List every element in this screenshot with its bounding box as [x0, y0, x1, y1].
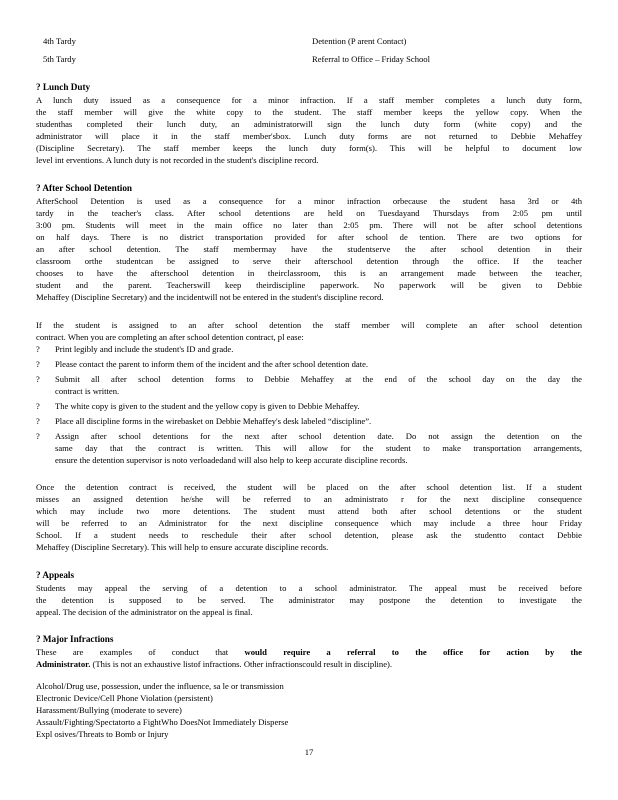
after-school-line: chooses to have the afterschool detention in theirclassroom, this is an arrangement made between the teacher, [36, 268, 582, 278]
bullet-mark: ? [36, 431, 40, 441]
once-line: Once the detention contract is received, the student will be placed on the after school detention list. If a student [36, 482, 582, 492]
major-intro-administrator: Administrator. [36, 659, 91, 669]
once-line: will be referred to an Administrator for the next discipline consequence which may include a three hour Friday [36, 518, 582, 528]
tardy-row-4th-consequence: Detention (P arent Contact) [312, 36, 407, 46]
bullet-line: Place all discipline forms in the wirebasket on Debbie Mehaffey's desk labeled “discipline”. [55, 416, 372, 426]
lunch-duty-heading: ? Lunch Duty [36, 82, 91, 92]
once-line: Mehaffey (Discipline Secretary). This will help to ensure accurate discipline records. [36, 542, 329, 552]
after-school-line: on half days. There is no district transportation provided for after school de tention. There are two options for [36, 232, 582, 242]
appeals-line: the detention is supposed to be served. The administrator may postpone the detention to investigate the [36, 595, 582, 605]
bullet-line: Submit all after school detention forms to Debbie Mehaffey at the end of the school day on the day the [55, 374, 582, 384]
bullet-line: The white copy is given to the student and the yellow copy is given to Debbie Mehaffey. [55, 401, 360, 411]
lunch-line: the staff member will give the white copy to the student. The staff member keeps the yellow copy. When the [36, 107, 582, 117]
after-school-line: Mehaffey (Discipline Secretary) and the incidentwill not be entered in the student's discipline record. [36, 292, 384, 302]
bullet-mark: ? [36, 416, 40, 426]
bullet-mark: ? [36, 374, 40, 384]
after-school-line: an after school detention. The staff membermay have the studentserve the after school detention in their [36, 244, 582, 254]
appeals-heading: ? Appeals [36, 570, 75, 580]
lunch-line: level int erventions. A lunch duty is not recorded in the student's discipline record. [36, 155, 319, 165]
once-line: which may include two more detentions. The student must attend both after school detentions or the student [36, 506, 582, 516]
appeals-line: Students may appeal the serving of a detention to a school administrator. The appeal must be received before [36, 583, 582, 593]
major-intro-line [36, 659, 582, 669]
lunch-line: administrator will place it in the staff member'sbox. Lunch duty forms are not returned to Debbie Mehaffey [36, 131, 582, 141]
once-line: misses an assigned detention he/she will be referred to an administrato r for the next discipline consequence [36, 494, 582, 504]
bullet-mark: ? [36, 401, 40, 411]
bullet-line: Assign after school detentions for the next after school detention date. Do not assign the detention on the [55, 431, 582, 441]
page-number: 17 [304, 747, 314, 757]
major-intro-rest: (This is not an exhaustive listof infractions. Other infractionscould result in discipline). [90, 659, 393, 669]
bullet-line: same day that the contract is written. This will allow for the student to make transportation arrangements, [55, 443, 582, 453]
after-school-heading: ? After School Detention [36, 183, 133, 193]
tardy-row-4th-label: 4th Tardy [43, 36, 76, 46]
tardy-row-5th-label: 5th Tardy [43, 54, 76, 64]
major-intro-bold: would require a referral to the office for action by the [244, 647, 582, 657]
once-line: School. If a student needs to reschedule their after school detention, please ask the studentto contact Debbie [36, 530, 582, 540]
major-infractions-heading: ? Major Infractions [36, 634, 114, 644]
bullet-line: Please contact the parent to inform them of the incident and the after school detention date. [55, 359, 369, 369]
bullet-mark: ? [36, 359, 40, 369]
major-intro-text: These are examples of conduct that [36, 647, 245, 657]
infraction-item: Electronic Device/Cell Phone Violation (persistent) [36, 693, 213, 703]
bullet-mark: ? [36, 344, 40, 354]
tardy-row-5th-consequence: Referral to Office – Friday School [312, 54, 430, 64]
infraction-item: Expl osives/Threats to Bomb or Injury [36, 729, 169, 739]
appeals-line: appeal. The decision of the administrator on the appeal is final. [36, 607, 253, 617]
infraction-item: Harassment/Bullying (moderate to severe) [36, 705, 182, 715]
after-school-line: classroom orthe studentcan be assigned to serve their afterschool detention through the office. If the teacher [36, 256, 582, 266]
after-school-line: tardy in the teacher's class. After school detentions are held on Tuesdayand Thursdays from 2:05 pm until [36, 208, 582, 218]
bullet-line: contract is written. [55, 386, 120, 396]
after-school-line: student and the parent. Teacherswill keep theirdiscipline paperwork. No paperwork will be given to Debbie [36, 280, 582, 290]
lunch-line: studenthas completed their lunch duty, an administratorwill sign the lunch duty form (white copy) and the [36, 119, 582, 129]
after-school-line: AfterSchool Detention is used as a consequence for a minor infraction orbecause the student hasa 3rd or 4th [36, 196, 582, 206]
major-intro-line [36, 647, 582, 657]
infraction-item: Alcohol/Drug use, possession, under the influence, sa le or transmission [36, 681, 284, 691]
lunch-line: A lunch duty issued as a consequence for a minor infraction. If a staff member completes a lunch duty form, [36, 95, 582, 105]
if-student-line: contract. When you are completing an after school detention contract, pl ease: [36, 332, 304, 342]
bullet-line: Print legibly and include the student's ID and grade. [55, 344, 234, 354]
after-school-line: 3:00 pm. Students will meet in the main office no later than 2:05 pm. There will not be after school detentions [36, 220, 582, 230]
infraction-item: Assault/Fighting/Spectatorto a FightWho DoesNot Immediately Disperse [36, 717, 289, 727]
lunch-line: (Discipline Secretary). The staff member keeps the lunch duty form(s). This will be helpful to document low [36, 143, 582, 153]
if-student-line: If the student is assigned to an after school detention the staff member will complete an after school detention [36, 320, 582, 330]
bullet-line: ensure the detention supervisor is noto verloadedand will also help to keep accurate discipline records. [55, 455, 408, 465]
